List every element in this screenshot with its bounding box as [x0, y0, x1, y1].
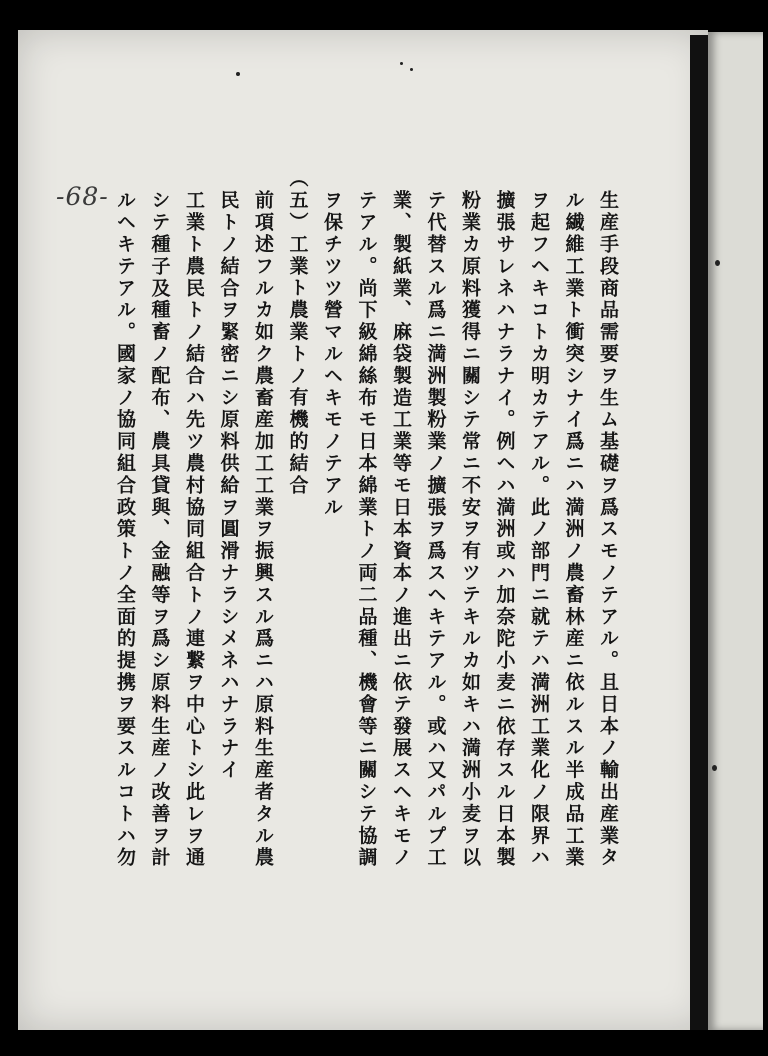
- section-heading: （五）工業ト農業トノ有機的結合: [286, 168, 309, 497]
- ink-speck: [236, 72, 240, 76]
- text-column: 粉業カ原料獲得ニ關シテ常ニ不安ヲ有ツテキルカ如キハ満洲小麦ヲ以: [459, 190, 481, 869]
- ink-speck: [410, 68, 413, 71]
- text-column: 前項述フルカ如ク農畜産加工工業ヲ振興スル爲ニハ原料生産者タル農: [252, 190, 274, 869]
- adjacent-page-strip: [708, 32, 763, 1030]
- text-column: テアル。尚下級綿絲布モ日本綿業トノ両二品種、機會等ニ關シテ協調: [355, 190, 378, 869]
- ink-speck: [715, 260, 720, 266]
- text-column: 業、製紙業、麻袋製造工業等モ日本資本ノ進出ニ依テ發展スヘキモノ: [390, 190, 412, 869]
- text-column: 擴張サレネハナラナイ。例ヘハ満洲或ハ加奈陀小麦ニ依存スル日本製: [493, 190, 516, 869]
- ink-speck: [712, 765, 717, 771]
- page-number: -68-: [56, 182, 109, 211]
- text-column: 工業ト農民トノ結合ハ先ツ農村協同組合トノ連繋ヲ中心トシ此レヲ通: [183, 190, 205, 869]
- text-column: ル繊維工業ト衝突シナイ爲ニハ満洲ノ農畜林産ニ依ルスル半成品工業: [562, 190, 585, 869]
- text-column: ルヘキテアル。國家ノ協同組合政策トノ全面的提携ヲ要スルコトハ勿: [114, 190, 136, 869]
- text-column: シテ種子及種畜ノ配布、農具貸與、金融等ヲ爲シ原料生産ノ改善ヲ計: [148, 190, 171, 869]
- ink-speck: [400, 62, 403, 65]
- text-column: 民トノ結合ヲ緊密ニシ原料供給ヲ圓滑ナラシメネハナラナイ: [217, 190, 240, 782]
- text-column: 生産手段商品需要ヲ生ム基礎ヲ爲スモノテアル。且日本ノ輸出産業タ: [597, 190, 619, 869]
- text-column: ヲ起フヘキコトカ明カテアル。此ノ部門ニ就テハ満洲工業化ノ限界ハ: [528, 190, 550, 869]
- text-column: テ代替スル爲ニ満洲製粉業ノ擴張ヲ爲スヘキテアル。或ハ又パルプ工: [424, 190, 447, 869]
- page-edge-shadow: [690, 35, 708, 1030]
- text-column: ヲ保チツツ營マルヘキモノテアル: [321, 190, 343, 519]
